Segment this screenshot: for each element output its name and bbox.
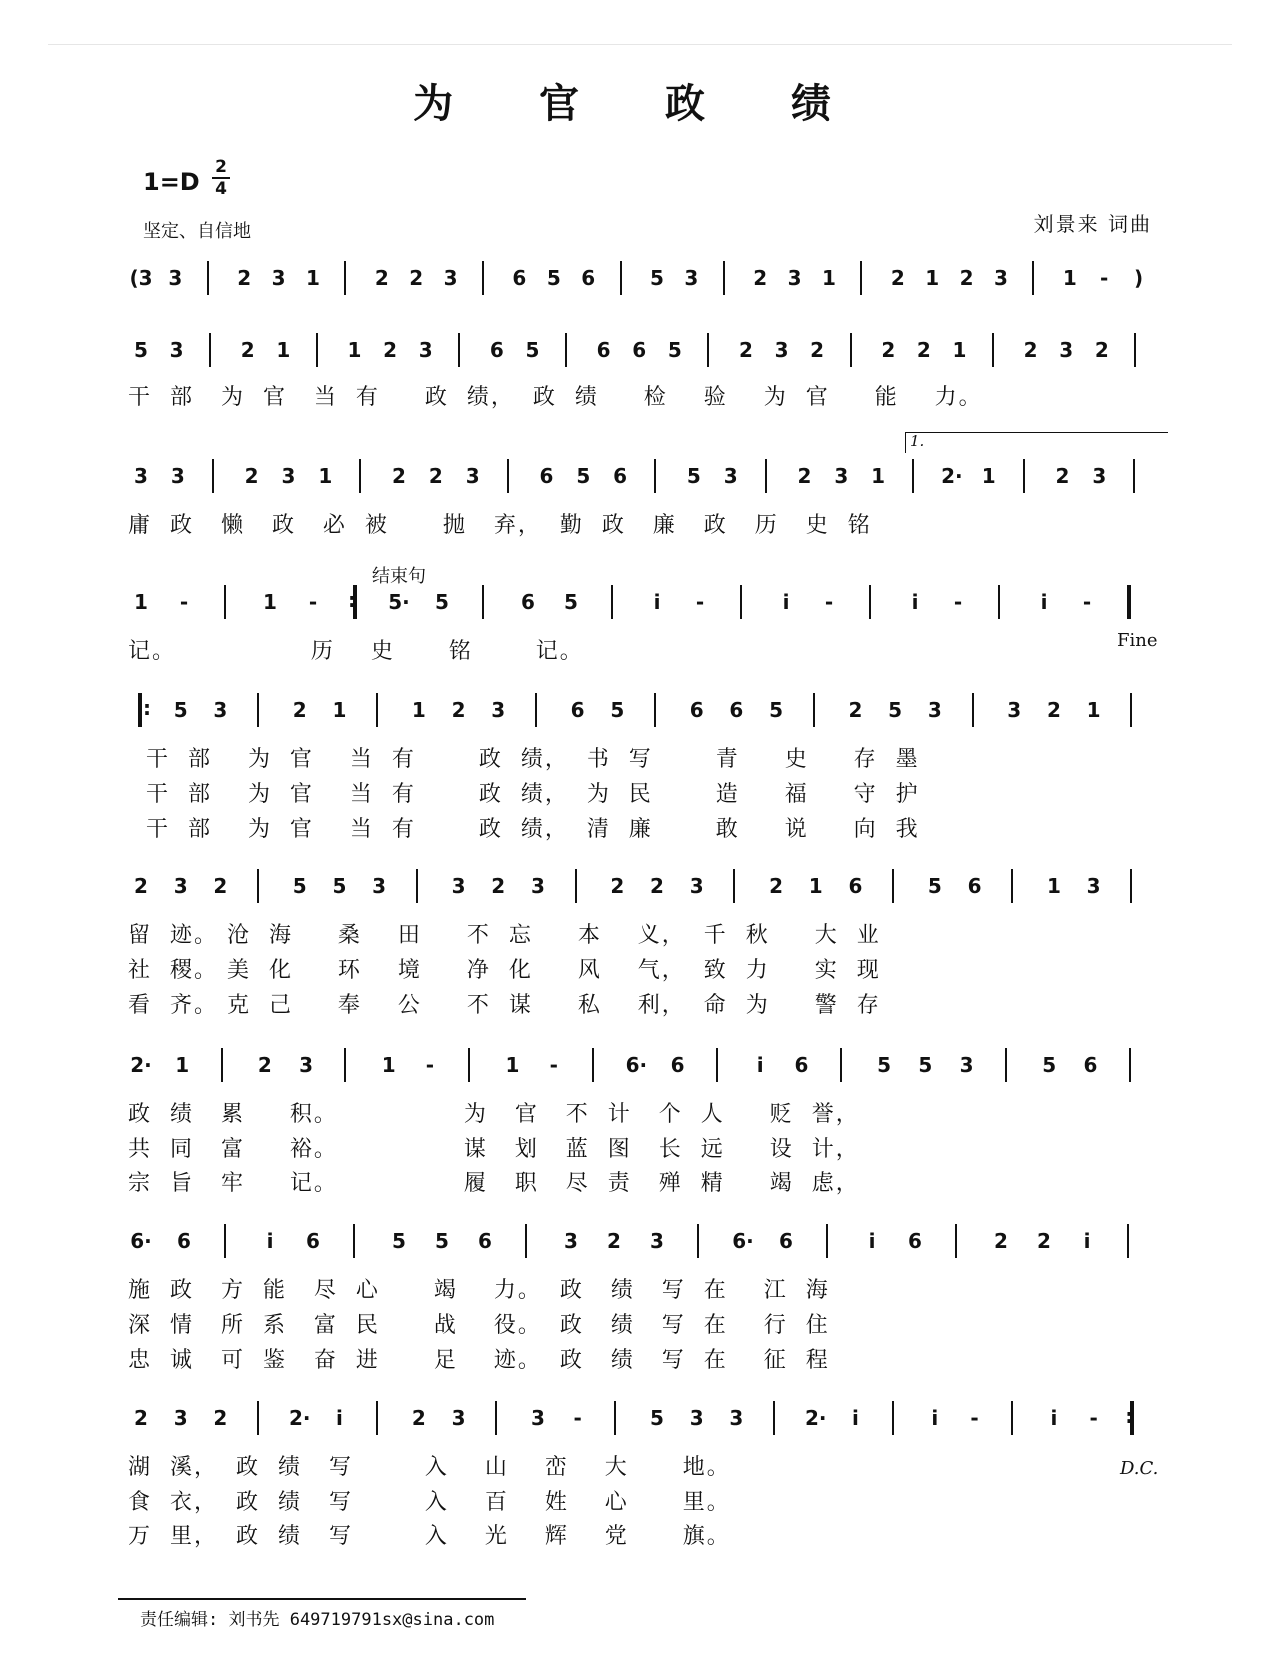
barline xyxy=(998,585,1000,619)
note: 3 xyxy=(1059,338,1074,362)
note: (3 xyxy=(129,266,153,290)
note: 2 xyxy=(994,1229,1008,1253)
note: 1 xyxy=(925,266,940,290)
barline xyxy=(525,1224,527,1258)
barline xyxy=(733,869,735,903)
repeat-dots: : xyxy=(348,588,356,612)
barline xyxy=(535,693,537,727)
barline xyxy=(992,333,994,367)
note: 6 xyxy=(512,266,527,290)
lyric-verse-4-c: 忠 诚 可 鉴 奋 进 足 迹。 政 绩 写 在 征 程 xyxy=(128,1348,830,1373)
note: 2 xyxy=(374,266,389,290)
barline xyxy=(1133,459,1135,493)
lyric-line-1: 干 部 为 官 当 有 政 绩， 政 绩 检 验 为 官 能 力。 xyxy=(128,385,983,410)
note: 1 xyxy=(276,338,291,362)
barline xyxy=(257,693,259,727)
lyric-verse-3-c: 宗 旨 牢 记。 履 职 尽 责 殚 精 竭 虑， xyxy=(128,1171,860,1196)
note: 1 xyxy=(808,874,823,898)
note: 2 xyxy=(738,338,753,362)
note: 5 xyxy=(332,874,347,898)
note: 1 xyxy=(347,338,362,362)
note: 2 xyxy=(392,464,406,488)
note: 3 xyxy=(465,464,480,488)
note: 2 xyxy=(881,338,896,362)
note: - xyxy=(308,590,318,614)
note: 6 xyxy=(539,464,554,488)
note: ) xyxy=(1134,266,1144,290)
barline xyxy=(224,1224,226,1258)
note: 3 xyxy=(1007,698,1022,722)
note: 6 xyxy=(670,1053,685,1077)
barline xyxy=(458,333,460,367)
barline xyxy=(1127,1224,1129,1258)
note: 3 xyxy=(1092,464,1107,488)
note: 2 xyxy=(213,1406,228,1430)
time-numerator: 2 xyxy=(215,157,227,177)
barline xyxy=(344,1048,346,1082)
note: 3 xyxy=(281,464,296,488)
note: 3 xyxy=(168,266,183,290)
barline xyxy=(765,459,767,493)
note: 2 xyxy=(134,874,148,898)
note: - xyxy=(549,1053,558,1077)
barline xyxy=(316,333,318,367)
note: 6 xyxy=(570,698,585,722)
note: - xyxy=(425,1053,435,1077)
note: 2 xyxy=(257,1053,272,1077)
note: 6 xyxy=(596,338,611,362)
note: 5 xyxy=(576,464,591,488)
note: 6 xyxy=(521,590,535,614)
note: 5 xyxy=(650,266,664,290)
note: 6 xyxy=(306,1229,320,1253)
note: - xyxy=(695,590,705,614)
lyric-line-2: 庸 政 懒 政 必 被 抛 弃， 勤 政 廉 政 历 史 铭 xyxy=(128,513,872,538)
lyric-verse-2-c: 看 齐。 克 己 奉 公 不 谋 私 利， 命 为 警 存 xyxy=(128,993,881,1018)
barline xyxy=(860,261,862,295)
barline xyxy=(869,585,871,619)
note: 2 xyxy=(607,1229,621,1253)
note: 3 xyxy=(169,338,184,362)
barline xyxy=(495,1401,497,1435)
note: 3 xyxy=(173,1406,188,1430)
barline xyxy=(592,1048,594,1082)
note: 3 xyxy=(834,464,849,488)
note: 5 xyxy=(650,1406,664,1430)
note: i xyxy=(1040,590,1048,614)
tempo-marking: 坚定、自信地 xyxy=(143,221,251,242)
note: 3 xyxy=(684,266,699,290)
note: 3 xyxy=(689,1406,704,1430)
barline xyxy=(416,869,418,903)
lyric-verse-2-a: 留 迹。 沧 海 桑 田 不 忘 本 义， 千 秋 大 业 xyxy=(128,923,881,948)
note: 6 xyxy=(848,874,863,898)
note: - xyxy=(953,590,963,614)
note: 2 xyxy=(451,698,466,722)
note: i xyxy=(1050,1406,1058,1430)
note: 6 xyxy=(478,1229,492,1253)
note: - xyxy=(1089,1406,1098,1430)
note: 2 xyxy=(240,338,255,362)
barline xyxy=(850,333,852,367)
note: 6 xyxy=(177,1229,191,1253)
barline xyxy=(257,869,259,903)
barline xyxy=(1129,1048,1131,1082)
note: 1 xyxy=(822,266,836,290)
barline xyxy=(353,1224,355,1258)
note: i xyxy=(266,1229,274,1253)
barline xyxy=(840,1048,842,1082)
barline xyxy=(207,261,209,295)
note: 3 xyxy=(927,698,942,722)
note: 2 xyxy=(428,464,443,488)
first-ending-bracket xyxy=(905,432,1168,453)
note: 5 xyxy=(392,1229,406,1253)
note: 1 xyxy=(134,590,148,614)
note: i xyxy=(653,590,661,614)
note: 2 xyxy=(650,874,664,898)
note: 3 xyxy=(959,1053,974,1077)
note: 3 xyxy=(729,1406,744,1430)
barline xyxy=(209,333,211,367)
barline xyxy=(1127,585,1131,619)
barline xyxy=(344,261,346,295)
barline xyxy=(773,1401,775,1435)
editor-rule xyxy=(118,1598,526,1600)
note: 2 xyxy=(244,464,259,488)
barline xyxy=(697,1224,699,1258)
note: i xyxy=(852,1406,859,1430)
barline xyxy=(912,459,914,493)
note: 3 xyxy=(530,1406,545,1430)
note: 3 xyxy=(689,874,704,898)
note: 1 xyxy=(952,338,967,362)
note: 3 xyxy=(170,464,185,488)
note: - xyxy=(1082,590,1092,614)
note: 2· xyxy=(289,1406,311,1430)
barline xyxy=(224,585,226,619)
barline xyxy=(654,693,656,727)
note: i xyxy=(782,590,790,614)
note: 3 xyxy=(723,464,738,488)
ending-label: 结束句 xyxy=(372,566,426,587)
note: 2 xyxy=(213,874,228,898)
note: 5 xyxy=(888,698,903,722)
note: 5 xyxy=(435,590,449,614)
barline xyxy=(707,333,709,367)
barline xyxy=(972,693,974,727)
note: 2 xyxy=(491,874,506,898)
note: 2 xyxy=(769,874,784,898)
barline xyxy=(654,459,656,493)
barline xyxy=(892,1401,894,1435)
barline xyxy=(212,459,214,493)
note: 6 xyxy=(794,1053,809,1077)
note: 2 xyxy=(959,266,974,290)
note: 6 xyxy=(729,698,744,722)
note: 5· xyxy=(388,590,410,614)
note: 2 xyxy=(797,464,812,488)
note: 2 xyxy=(383,338,398,362)
note: 3 xyxy=(650,1229,664,1253)
lyric-verse-1-b: 干 部 为 官 当 有 政 绩， 为 民 造 福 守 护 xyxy=(128,782,920,807)
note: 5 xyxy=(686,464,701,488)
barline xyxy=(892,869,894,903)
note: 2 xyxy=(1037,1229,1051,1253)
barline xyxy=(955,1224,957,1258)
note: 5 xyxy=(610,698,625,722)
note: - xyxy=(573,1406,582,1430)
barline xyxy=(740,585,742,619)
note: 1 xyxy=(411,698,426,722)
note: 2 xyxy=(1055,464,1070,488)
barline xyxy=(620,261,622,295)
note: i xyxy=(756,1053,764,1077)
note: 3 xyxy=(1086,874,1101,898)
barline xyxy=(221,1048,223,1082)
note: 2 xyxy=(810,338,825,362)
note: 5 xyxy=(769,698,784,722)
note: 1 xyxy=(505,1053,520,1077)
note: 6 xyxy=(632,338,647,362)
note: 3 xyxy=(994,266,1008,290)
barline xyxy=(723,261,725,295)
note: i xyxy=(931,1406,939,1430)
note: 5 xyxy=(877,1053,891,1077)
note: i xyxy=(868,1229,876,1253)
first-ending-label: 1. xyxy=(910,432,925,450)
barline xyxy=(575,869,577,903)
note: 1 xyxy=(871,464,886,488)
note: 3 xyxy=(443,266,458,290)
barline xyxy=(826,1224,828,1258)
note: 6 xyxy=(1083,1053,1098,1077)
barline xyxy=(376,1401,378,1435)
note: 6 xyxy=(581,266,596,290)
note: 5 xyxy=(134,338,148,362)
note: 3 xyxy=(213,698,228,722)
barline xyxy=(565,333,567,367)
barline xyxy=(359,459,361,493)
note: - xyxy=(1100,266,1109,290)
fine-marking: Fine xyxy=(1117,630,1158,651)
barline xyxy=(482,261,484,295)
note: 5 xyxy=(292,874,307,898)
note: 2 xyxy=(916,338,931,362)
note: 1 xyxy=(306,266,320,290)
note: 1 xyxy=(1046,874,1061,898)
barline xyxy=(468,1048,470,1082)
note: 5 xyxy=(435,1229,449,1253)
note: 2 xyxy=(409,266,424,290)
note: 1 xyxy=(981,464,996,488)
note: 3 xyxy=(173,874,188,898)
note: - xyxy=(970,1406,979,1430)
lyric-verse-5-b: 食 衣， 政 绩 写 入 百 姓 心 里。 xyxy=(128,1490,731,1515)
note: 2 xyxy=(292,698,307,722)
repeat-dots: : xyxy=(1125,1404,1134,1428)
note: - xyxy=(179,590,189,614)
barline xyxy=(1130,693,1132,727)
lyric-verse-4-a: 施 政 方 能 尽 心 竭 力。 政 绩 写 在 江 海 xyxy=(128,1278,830,1303)
note: 3 xyxy=(491,698,506,722)
lyric-verse-3-a: 政 绩 累 积。 为 官 不 计 个 人 贬 誉， xyxy=(128,1102,860,1127)
note: 2 xyxy=(411,1406,426,1430)
barline xyxy=(1023,459,1025,493)
note: 6· xyxy=(625,1053,648,1077)
note: 2· xyxy=(805,1406,827,1430)
barline xyxy=(376,693,378,727)
note: 1 xyxy=(332,698,347,722)
note: 6 xyxy=(908,1229,922,1253)
lyric-verse-5-c: 万 里， 政 绩 写 入 光 辉 党 旗。 xyxy=(128,1524,731,1549)
lyric-verse-2-b: 社 稷。 美 化 环 境 净 化 风 气， 致 力 实 现 xyxy=(128,958,881,983)
note: 3 xyxy=(451,874,466,898)
song-title: 为 官 政 绩 xyxy=(413,80,867,127)
note: - xyxy=(824,590,834,614)
note: 2 xyxy=(134,1406,148,1430)
note: 1 xyxy=(381,1053,396,1077)
note: 3 xyxy=(299,1053,314,1077)
note: 2 xyxy=(1046,698,1061,722)
lyric-verse-5-a: 湖 溪， 政 绩 写 入 山 峦 大 地。 xyxy=(128,1455,731,1480)
note: 6· xyxy=(130,1229,152,1253)
note: i xyxy=(336,1406,343,1430)
note: 2 xyxy=(1023,338,1038,362)
note: 1 xyxy=(1086,698,1101,722)
note: i xyxy=(911,590,919,614)
note: 6 xyxy=(967,874,982,898)
note: 2· xyxy=(941,464,963,488)
note: 5 xyxy=(525,338,540,362)
note: 3 xyxy=(134,464,148,488)
note: 6 xyxy=(689,698,704,722)
lyric-verse-1-a: 干 部 为 官 当 有 政 绩， 书 写 青 史 存 墨 xyxy=(128,747,920,772)
note: 2 xyxy=(610,874,625,898)
note: 2 xyxy=(848,698,863,722)
note: 2 xyxy=(237,266,252,290)
note: 5 xyxy=(927,874,942,898)
note: 3 xyxy=(271,266,286,290)
note: 5 xyxy=(564,590,578,614)
note: 6· xyxy=(732,1229,754,1253)
lyric-line-3: 记。 历 史 铭 记。 xyxy=(128,639,584,664)
note: i xyxy=(1083,1229,1091,1253)
note: 1 xyxy=(1062,266,1077,290)
note: 2 xyxy=(890,266,905,290)
lyric-verse-4-b: 深 情 所 系 富 民 战 役。 政 绩 写 在 行 住 xyxy=(128,1313,830,1338)
note: 1 xyxy=(318,464,333,488)
barline xyxy=(1011,1401,1013,1435)
barline xyxy=(1011,869,1013,903)
barline xyxy=(482,585,484,619)
note: 1 xyxy=(263,590,277,614)
note: 5 xyxy=(667,338,682,362)
barline xyxy=(1005,1048,1007,1082)
note: 2 xyxy=(1094,338,1109,362)
note: 6 xyxy=(779,1229,793,1253)
note: 5 xyxy=(1042,1053,1057,1077)
note: 3 xyxy=(564,1229,578,1253)
note: 2· xyxy=(130,1053,152,1077)
note: 6 xyxy=(489,338,504,362)
note: 5 xyxy=(173,698,188,722)
editor-credit: 责任编辑: 刘书先 649719791sx@sina.com xyxy=(140,1610,495,1630)
time-denominator: 4 xyxy=(215,179,227,199)
barline xyxy=(507,459,509,493)
note: 3 xyxy=(451,1406,466,1430)
barline xyxy=(1130,869,1132,903)
barline xyxy=(813,693,815,727)
note: 2 xyxy=(753,266,768,290)
repeat-dots: : xyxy=(143,696,151,720)
dc-marking: D.C. xyxy=(1120,1458,1159,1479)
note: 6 xyxy=(613,464,628,488)
note: 5 xyxy=(546,266,561,290)
note: 3 xyxy=(530,874,545,898)
key-signature: 1=D xyxy=(143,168,200,196)
barline xyxy=(257,1401,259,1435)
note: 3 xyxy=(774,338,789,362)
note: 5 xyxy=(918,1053,933,1077)
note: 3 xyxy=(372,874,387,898)
lyric-verse-3-b: 共 同 富 裕。 谋 划 蓝 图 长 远 设 计， xyxy=(128,1137,860,1162)
barline xyxy=(611,585,613,619)
lyric-verse-1-c: 干 部 为 官 当 有 政 绩， 清 廉 敢 说 向 我 xyxy=(128,817,920,842)
barline xyxy=(614,1401,616,1435)
barline xyxy=(716,1048,718,1082)
note: 1 xyxy=(175,1053,190,1077)
barline xyxy=(1134,333,1136,367)
note: 3 xyxy=(418,338,433,362)
note: 3 xyxy=(787,266,802,290)
credit-line: 刘景来 词曲 xyxy=(1033,212,1152,236)
barline xyxy=(1032,261,1034,295)
